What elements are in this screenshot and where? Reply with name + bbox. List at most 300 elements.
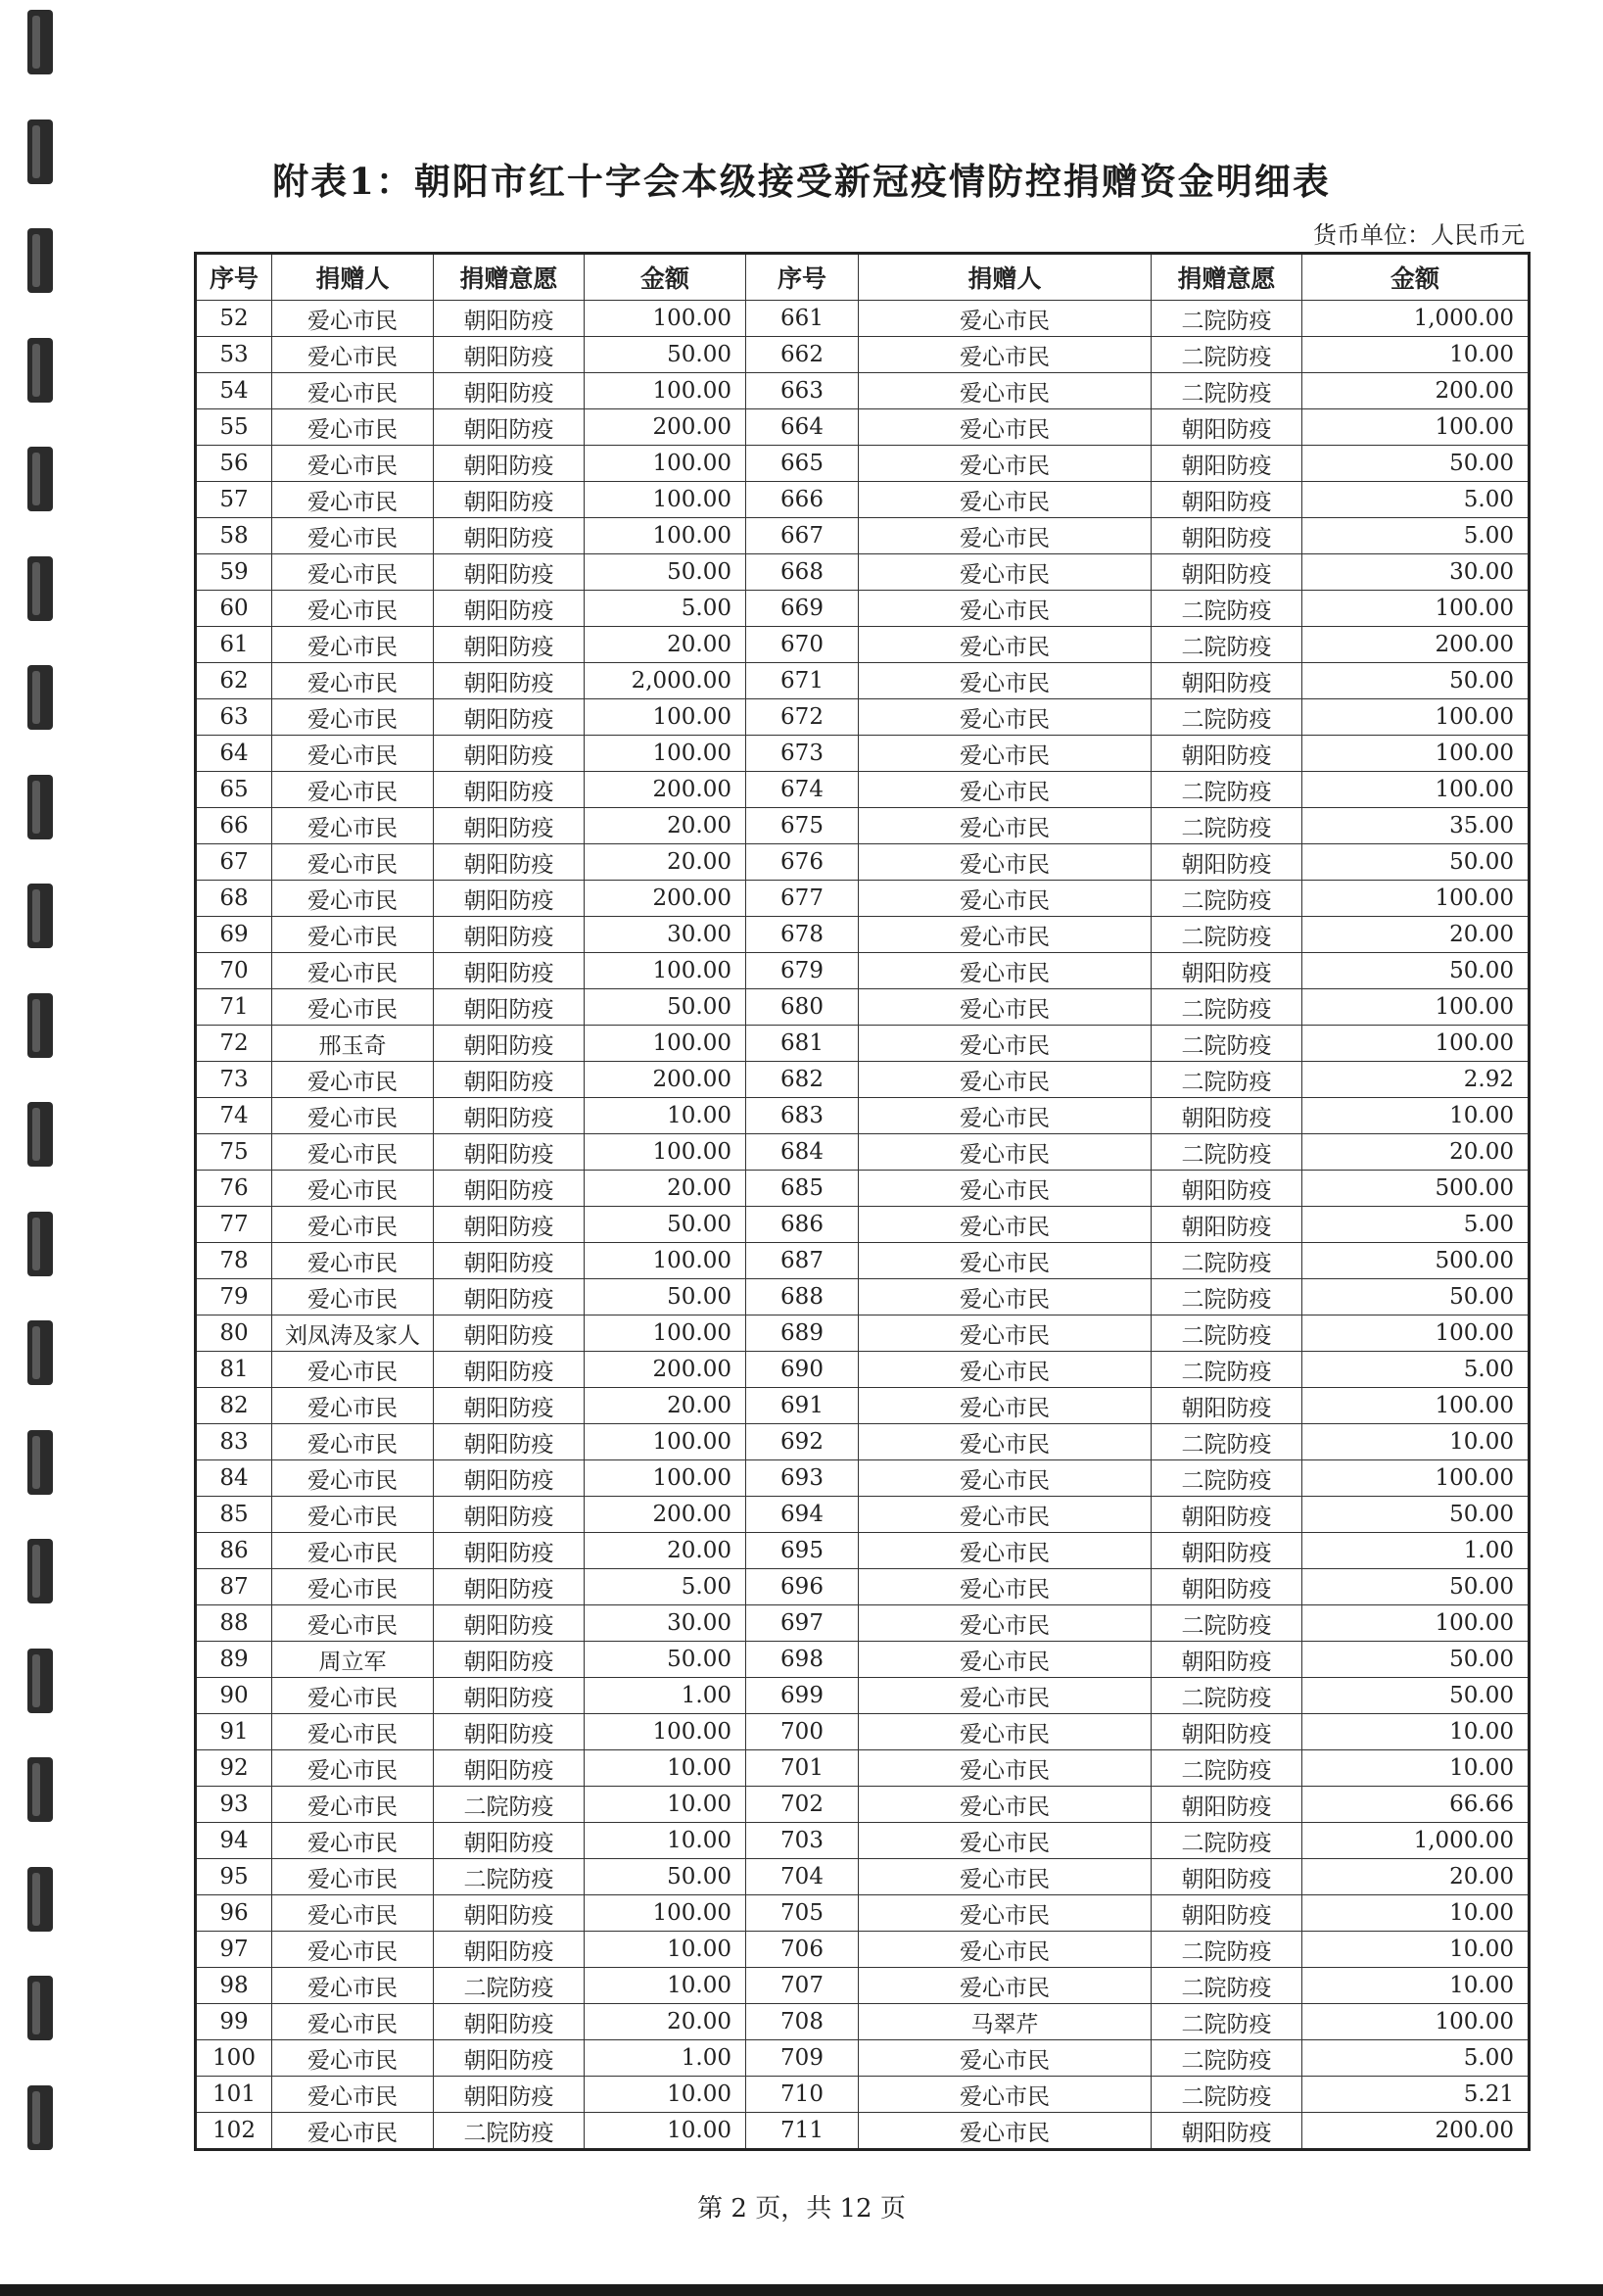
cell-donor-right: 爱心市民	[859, 482, 1152, 518]
cell-donor-left: 爱心市民	[272, 482, 434, 518]
cell-donor-left: 爱心市民	[272, 627, 434, 663]
cell-intent-right: 二院防疫	[1152, 1243, 1302, 1279]
cell-donor-right: 马翠芹	[859, 2004, 1152, 2040]
cell-seq-left: 67	[196, 844, 272, 881]
cell-donor-left: 爱心市民	[272, 1859, 434, 1895]
table-row	[196, 446, 1530, 482]
binder-hole	[27, 1649, 53, 1713]
binder-holes	[27, 0, 53, 2296]
cell-intent-right: 朝阳防疫	[1152, 844, 1302, 881]
cell-intent-right: 二院防疫	[1152, 301, 1302, 337]
cell-amount-left: 100.00	[585, 482, 746, 518]
table-row	[196, 1642, 1530, 1678]
table-row	[196, 1605, 1530, 1642]
cell-seq-left: 90	[196, 1678, 272, 1714]
cell-amount-right: 20.00	[1302, 917, 1530, 953]
binder-hole	[27, 1539, 53, 1603]
cell-intent-left: 朝阳防疫	[434, 1497, 585, 1533]
cell-intent-left: 朝阳防疫	[434, 409, 585, 446]
cell-amount-right: 100.00	[1302, 989, 1530, 1026]
cell-seq-left: 87	[196, 1569, 272, 1605]
cell-seq-right: 682	[746, 1062, 859, 1098]
cell-seq-left: 55	[196, 409, 272, 446]
table-row	[196, 1062, 1530, 1098]
table-row	[196, 1787, 1530, 1823]
cell-intent-left: 朝阳防疫	[434, 1750, 585, 1787]
cell-intent-right: 朝阳防疫	[1152, 446, 1302, 482]
cell-amount-left: 100.00	[585, 518, 746, 554]
cell-intent-left: 朝阳防疫	[434, 1533, 585, 1569]
cell-amount-right: 100.00	[1302, 591, 1530, 627]
cell-intent-right: 二院防疫	[1152, 1932, 1302, 1968]
cell-donor-left: 爱心市民	[272, 1714, 434, 1750]
cell-donor-left: 爱心市民	[272, 1497, 434, 1533]
cell-donor-right: 爱心市民	[859, 1460, 1152, 1497]
binder-hole	[27, 556, 53, 621]
cell-intent-left: 朝阳防疫	[434, 1388, 585, 1424]
cell-amount-left: 10.00	[585, 2113, 746, 2150]
cell-amount-left: 200.00	[585, 881, 746, 917]
cell-seq-right: 686	[746, 1207, 859, 1243]
header-donor-left: 捐赠人	[272, 254, 434, 301]
cell-amount-left: 10.00	[585, 1968, 746, 2004]
cell-seq-left: 69	[196, 917, 272, 953]
cell-seq-right: 700	[746, 1714, 859, 1750]
cell-donor-left: 爱心市民	[272, 2077, 434, 2113]
cell-seq-right: 681	[746, 1026, 859, 1062]
cell-seq-right: 667	[746, 518, 859, 554]
cell-amount-left: 100.00	[585, 736, 746, 772]
cell-intent-right: 二院防疫	[1152, 989, 1302, 1026]
table-row	[196, 2113, 1530, 2150]
cell-seq-right: 695	[746, 1533, 859, 1569]
cell-intent-left: 朝阳防疫	[434, 989, 585, 1026]
binder-hole	[27, 993, 53, 1058]
cell-seq-left: 57	[196, 482, 272, 518]
cell-amount-left: 200.00	[585, 772, 746, 808]
cell-intent-left: 朝阳防疫	[434, 301, 585, 337]
cell-amount-right: 10.00	[1302, 1714, 1530, 1750]
cell-amount-left: 100.00	[585, 1424, 746, 1460]
cell-seq-left: 64	[196, 736, 272, 772]
cell-seq-right: 665	[746, 446, 859, 482]
cell-amount-right: 50.00	[1302, 1279, 1530, 1315]
cell-seq-right: 673	[746, 736, 859, 772]
cell-donor-left: 爱心市民	[272, 409, 434, 446]
cell-intent-right: 二院防疫	[1152, 1823, 1302, 1859]
cell-seq-right: 702	[746, 1787, 859, 1823]
cell-donor-right: 爱心市民	[859, 1895, 1152, 1932]
cell-intent-left: 朝阳防疫	[434, 1315, 585, 1352]
cell-seq-right: 699	[746, 1678, 859, 1714]
cell-seq-left: 66	[196, 808, 272, 844]
cell-seq-left: 89	[196, 1642, 272, 1678]
cell-seq-right: 691	[746, 1388, 859, 1424]
cell-seq-left: 97	[196, 1932, 272, 1968]
cell-intent-right: 朝阳防疫	[1152, 1533, 1302, 1569]
cell-seq-right: 679	[746, 953, 859, 989]
cell-amount-left: 100.00	[585, 373, 746, 409]
cell-seq-right: 683	[746, 1098, 859, 1134]
table-row	[196, 1134, 1530, 1171]
cell-donor-right: 爱心市民	[859, 1243, 1152, 1279]
cell-intent-left: 朝阳防疫	[434, 1207, 585, 1243]
cell-intent-right: 二院防疫	[1152, 2040, 1302, 2077]
cell-intent-left: 朝阳防疫	[434, 881, 585, 917]
cell-intent-right: 朝阳防疫	[1152, 953, 1302, 989]
cell-seq-right: 690	[746, 1352, 859, 1388]
cell-seq-right: 711	[746, 2113, 859, 2150]
cell-amount-right: 10.00	[1302, 1932, 1530, 1968]
cell-seq-right: 670	[746, 627, 859, 663]
cell-intent-left: 朝阳防疫	[434, 446, 585, 482]
cell-amount-right: 100.00	[1302, 1460, 1530, 1497]
cell-intent-right: 朝阳防疫	[1152, 736, 1302, 772]
page-title: 附表1：朝阳市红十字会本级接受新冠疫情防控捐赠资金明细表	[272, 160, 1331, 203]
cell-donor-left: 爱心市民	[272, 1823, 434, 1859]
binder-hole	[27, 1102, 53, 1167]
cell-donor-right: 爱心市民	[859, 989, 1152, 1026]
binder-hole	[27, 1320, 53, 1385]
cell-amount-right: 500.00	[1302, 1171, 1530, 1207]
cell-donor-right: 爱心市民	[859, 446, 1152, 482]
cell-amount-right: 50.00	[1302, 1642, 1530, 1678]
cell-amount-left: 20.00	[585, 627, 746, 663]
table-row	[196, 627, 1530, 663]
header-intent-right: 捐赠意愿	[1152, 254, 1302, 301]
cell-intent-left: 朝阳防疫	[434, 1026, 585, 1062]
table-row	[196, 989, 1530, 1026]
table-row	[196, 554, 1530, 591]
cell-donor-left: 爱心市民	[272, 663, 434, 699]
cell-intent-left: 朝阳防疫	[434, 1678, 585, 1714]
cell-donor-left: 爱心市民	[272, 1895, 434, 1932]
cell-intent-right: 二院防疫	[1152, 1352, 1302, 1388]
cell-donor-right: 爱心市民	[859, 772, 1152, 808]
table-row	[196, 1714, 1530, 1750]
cell-intent-left: 二院防疫	[434, 1968, 585, 2004]
table-row	[196, 1243, 1530, 1279]
cell-amount-left: 100.00	[585, 699, 746, 736]
table-row	[196, 1497, 1530, 1533]
cell-amount-left: 20.00	[585, 808, 746, 844]
table-row	[196, 2004, 1530, 2040]
cell-seq-left: 70	[196, 953, 272, 989]
cell-donor-left: 爱心市民	[272, 1569, 434, 1605]
cell-seq-right: 676	[746, 844, 859, 881]
cell-amount-right: 10.00	[1302, 1968, 1530, 2004]
cell-donor-left: 爱心市民	[272, 699, 434, 736]
cell-intent-left: 朝阳防疫	[434, 518, 585, 554]
cell-seq-left: 85	[196, 1497, 272, 1533]
table-row	[196, 772, 1530, 808]
cell-seq-right: 662	[746, 337, 859, 373]
cell-seq-left: 75	[196, 1134, 272, 1171]
cell-intent-right: 朝阳防疫	[1152, 1895, 1302, 1932]
cell-intent-left: 朝阳防疫	[434, 2040, 585, 2077]
cell-amount-right: 1,000.00	[1302, 1823, 1530, 1859]
cell-donor-right: 爱心市民	[859, 518, 1152, 554]
cell-seq-left: 76	[196, 1171, 272, 1207]
cell-seq-left: 62	[196, 663, 272, 699]
cell-seq-right: 707	[746, 1968, 859, 2004]
cell-seq-left: 93	[196, 1787, 272, 1823]
cell-seq-right: 710	[746, 2077, 859, 2113]
cell-intent-right: 朝阳防疫	[1152, 482, 1302, 518]
cell-amount-right: 50.00	[1302, 1569, 1530, 1605]
cell-intent-left: 朝阳防疫	[434, 1134, 585, 1171]
cell-seq-right: 668	[746, 554, 859, 591]
cell-amount-right: 200.00	[1302, 2113, 1530, 2150]
cell-donor-left: 爱心市民	[272, 337, 434, 373]
cell-donor-right: 爱心市民	[859, 881, 1152, 917]
cell-donor-left: 周立军	[272, 1642, 434, 1678]
cell-intent-right: 朝阳防疫	[1152, 1098, 1302, 1134]
cell-amount-left: 200.00	[585, 1062, 746, 1098]
cell-seq-left: 68	[196, 881, 272, 917]
cell-donor-left: 爱心市民	[272, 1134, 434, 1171]
cell-donor-left: 爱心市民	[272, 518, 434, 554]
cell-intent-left: 朝阳防疫	[434, 917, 585, 953]
cell-amount-left: 50.00	[585, 1279, 746, 1315]
cell-donor-left: 爱心市民	[272, 591, 434, 627]
cell-donor-left: 爱心市民	[272, 1678, 434, 1714]
cell-amount-left: 200.00	[585, 1497, 746, 1533]
cell-donor-right: 爱心市民	[859, 1605, 1152, 1642]
cell-amount-left: 1.00	[585, 2040, 746, 2077]
table-row	[196, 301, 1530, 337]
header-seq-left: 序号	[196, 254, 272, 301]
cell-donor-right: 爱心市民	[859, 1424, 1152, 1460]
cell-intent-left: 朝阳防疫	[434, 482, 585, 518]
cell-seq-left: 98	[196, 1968, 272, 2004]
cell-amount-right: 10.00	[1302, 337, 1530, 373]
cell-donor-right: 爱心市民	[859, 1533, 1152, 1569]
cell-seq-left: 96	[196, 1895, 272, 1932]
cell-amount-left: 50.00	[585, 989, 746, 1026]
cell-donor-right: 爱心市民	[859, 591, 1152, 627]
cell-donor-right: 爱心市民	[859, 2040, 1152, 2077]
cell-intent-right: 朝阳防疫	[1152, 409, 1302, 446]
table-row	[196, 1859, 1530, 1895]
cell-amount-right: 30.00	[1302, 554, 1530, 591]
cell-intent-right: 二院防疫	[1152, 917, 1302, 953]
cell-seq-right: 669	[746, 591, 859, 627]
cell-donor-left: 爱心市民	[272, 1787, 434, 1823]
cell-seq-right: 705	[746, 1895, 859, 1932]
cell-donor-left: 爱心市民	[272, 772, 434, 808]
cell-amount-left: 200.00	[585, 409, 746, 446]
cell-intent-right: 二院防疫	[1152, 1315, 1302, 1352]
cell-donor-right: 爱心市民	[859, 1787, 1152, 1823]
cell-intent-right: 二院防疫	[1152, 1026, 1302, 1062]
cell-seq-right: 708	[746, 2004, 859, 2040]
cell-amount-left: 10.00	[585, 1098, 746, 1134]
cell-donor-right: 爱心市民	[859, 1642, 1152, 1678]
cell-amount-right: 50.00	[1302, 1497, 1530, 1533]
table-header	[196, 254, 1530, 301]
table-row	[196, 1460, 1530, 1497]
cell-seq-left: 58	[196, 518, 272, 554]
cell-seq-right: 693	[746, 1460, 859, 1497]
cell-amount-left: 100.00	[585, 1134, 746, 1171]
cell-donor-left: 爱心市民	[272, 2040, 434, 2077]
cell-intent-right: 朝阳防疫	[1152, 1642, 1302, 1678]
table-row	[196, 1968, 1530, 2004]
cell-intent-left: 朝阳防疫	[434, 2077, 585, 2113]
table-row	[196, 1207, 1530, 1243]
cell-seq-right: 688	[746, 1279, 859, 1315]
cell-intent-left: 朝阳防疫	[434, 1243, 585, 1279]
cell-donor-right: 爱心市民	[859, 409, 1152, 446]
cell-amount-right: 10.00	[1302, 1750, 1530, 1787]
cell-intent-right: 朝阳防疫	[1152, 1171, 1302, 1207]
cell-donor-left: 爱心市民	[272, 1171, 434, 1207]
cell-donor-left: 爱心市民	[272, 554, 434, 591]
cell-intent-left: 二院防疫	[434, 1787, 585, 1823]
cell-intent-right: 二院防疫	[1152, 1968, 1302, 2004]
cell-amount-left: 30.00	[585, 1605, 746, 1642]
table-row	[196, 1171, 1530, 1207]
cell-seq-left: 92	[196, 1750, 272, 1787]
table-row	[196, 808, 1530, 844]
table-row	[196, 1026, 1530, 1062]
cell-amount-left: 100.00	[585, 446, 746, 482]
table-row	[196, 1823, 1530, 1859]
cell-amount-left: 20.00	[585, 844, 746, 881]
cell-donor-right: 爱心市民	[859, 1678, 1152, 1714]
cell-donor-right: 爱心市民	[859, 373, 1152, 409]
cell-intent-left: 朝阳防疫	[434, 808, 585, 844]
cell-donor-left: 爱心市民	[272, 1605, 434, 1642]
cell-amount-left: 100.00	[585, 1315, 746, 1352]
cell-donor-left: 爱心市民	[272, 989, 434, 1026]
cell-amount-left: 200.00	[585, 1352, 746, 1388]
cell-donor-left: 爱心市民	[272, 301, 434, 337]
cell-donor-right: 爱心市民	[859, 1932, 1152, 1968]
cell-amount-left: 10.00	[585, 1787, 746, 1823]
cell-amount-left: 100.00	[585, 1714, 746, 1750]
cell-amount-right: 5.00	[1302, 482, 1530, 518]
cell-donor-right: 爱心市民	[859, 1823, 1152, 1859]
cell-amount-right: 100.00	[1302, 736, 1530, 772]
currency-unit-label: 货币单位：人民币元	[1313, 221, 1525, 249]
cell-seq-right: 692	[746, 1424, 859, 1460]
cell-intent-right: 朝阳防疫	[1152, 1714, 1302, 1750]
page-number: 第 2 页，共 12 页	[697, 2194, 906, 2224]
cell-amount-left: 20.00	[585, 1533, 746, 1569]
cell-donor-right: 爱心市民	[859, 1569, 1152, 1605]
cell-amount-left: 5.00	[585, 591, 746, 627]
cell-donor-left: 爱心市民	[272, 1968, 434, 2004]
table-row	[196, 1315, 1530, 1352]
table-row	[196, 482, 1530, 518]
cell-intent-right: 朝阳防疫	[1152, 1859, 1302, 1895]
cell-intent-left: 朝阳防疫	[434, 1352, 585, 1388]
cell-donor-right: 爱心市民	[859, 1315, 1152, 1352]
binder-hole	[27, 775, 53, 839]
cell-intent-left: 朝阳防疫	[434, 627, 585, 663]
cell-intent-right: 二院防疫	[1152, 627, 1302, 663]
cell-intent-left: 朝阳防疫	[434, 1642, 585, 1678]
cell-donor-right: 爱心市民	[859, 953, 1152, 989]
cell-intent-left: 朝阳防疫	[434, 844, 585, 881]
cell-donor-left: 爱心市民	[272, 808, 434, 844]
cell-donor-left: 爱心市民	[272, 844, 434, 881]
table-row	[196, 881, 1530, 917]
table-row	[196, 917, 1530, 953]
cell-donor-right: 爱心市民	[859, 1134, 1152, 1171]
cell-seq-left: 52	[196, 301, 272, 337]
table-row	[196, 1895, 1530, 1932]
cell-donor-right: 爱心市民	[859, 808, 1152, 844]
cell-amount-right: 66.66	[1302, 1787, 1530, 1823]
cell-amount-left: 1.00	[585, 1678, 746, 1714]
table-row	[196, 2040, 1530, 2077]
binder-hole	[27, 10, 53, 74]
cell-donor-left: 爱心市民	[272, 953, 434, 989]
cell-donor-right: 爱心市民	[859, 1497, 1152, 1533]
cell-seq-left: 99	[196, 2004, 272, 2040]
cell-donor-left: 爱心市民	[272, 373, 434, 409]
table-row	[196, 1424, 1530, 1460]
cell-intent-right: 二院防疫	[1152, 1424, 1302, 1460]
cell-intent-left: 二院防疫	[434, 2113, 585, 2150]
table-row	[196, 1352, 1530, 1388]
cell-seq-left: 78	[196, 1243, 272, 1279]
cell-amount-left: 20.00	[585, 1171, 746, 1207]
cell-seq-right: 696	[746, 1569, 859, 1605]
cell-intent-right: 二院防疫	[1152, 373, 1302, 409]
cell-amount-left: 100.00	[585, 1460, 746, 1497]
cell-intent-left: 朝阳防疫	[434, 699, 585, 736]
table-row	[196, 736, 1530, 772]
cell-intent-right: 二院防疫	[1152, 808, 1302, 844]
binder-hole	[27, 1757, 53, 1822]
binder-hole	[27, 447, 53, 511]
cell-seq-left: 95	[196, 1859, 272, 1895]
cell-donor-right: 爱心市民	[859, 844, 1152, 881]
cell-intent-left: 朝阳防疫	[434, 1098, 585, 1134]
cell-seq-left: 102	[196, 2113, 272, 2150]
cell-amount-right: 500.00	[1302, 1243, 1530, 1279]
cell-seq-right: 685	[746, 1171, 859, 1207]
cell-amount-right: 5.00	[1302, 518, 1530, 554]
cell-donor-left: 爱心市民	[272, 917, 434, 953]
cell-donor-left: 爱心市民	[272, 1098, 434, 1134]
cell-donor-left: 邢玉奇	[272, 1026, 434, 1062]
cell-amount-right: 100.00	[1302, 409, 1530, 446]
cell-seq-right: 666	[746, 482, 859, 518]
cell-donor-left: 刘凤涛及家人	[272, 1315, 434, 1352]
table-row	[196, 953, 1530, 989]
cell-amount-left: 100.00	[585, 1895, 746, 1932]
cell-amount-left: 20.00	[585, 1388, 746, 1424]
cell-amount-right: 200.00	[1302, 627, 1530, 663]
cell-seq-left: 100	[196, 2040, 272, 2077]
cell-intent-right: 二院防疫	[1152, 2004, 1302, 2040]
binder-hole	[27, 884, 53, 948]
header-amount-right: 金额	[1302, 254, 1530, 301]
cell-donor-right: 爱心市民	[859, 1714, 1152, 1750]
cell-donor-right: 爱心市民	[859, 1098, 1152, 1134]
cell-amount-right: 1.00	[1302, 1533, 1530, 1569]
cell-seq-left: 71	[196, 989, 272, 1026]
cell-seq-left: 53	[196, 337, 272, 373]
binder-hole	[27, 228, 53, 293]
cell-amount-right: 10.00	[1302, 1424, 1530, 1460]
cell-seq-left: 94	[196, 1823, 272, 1859]
